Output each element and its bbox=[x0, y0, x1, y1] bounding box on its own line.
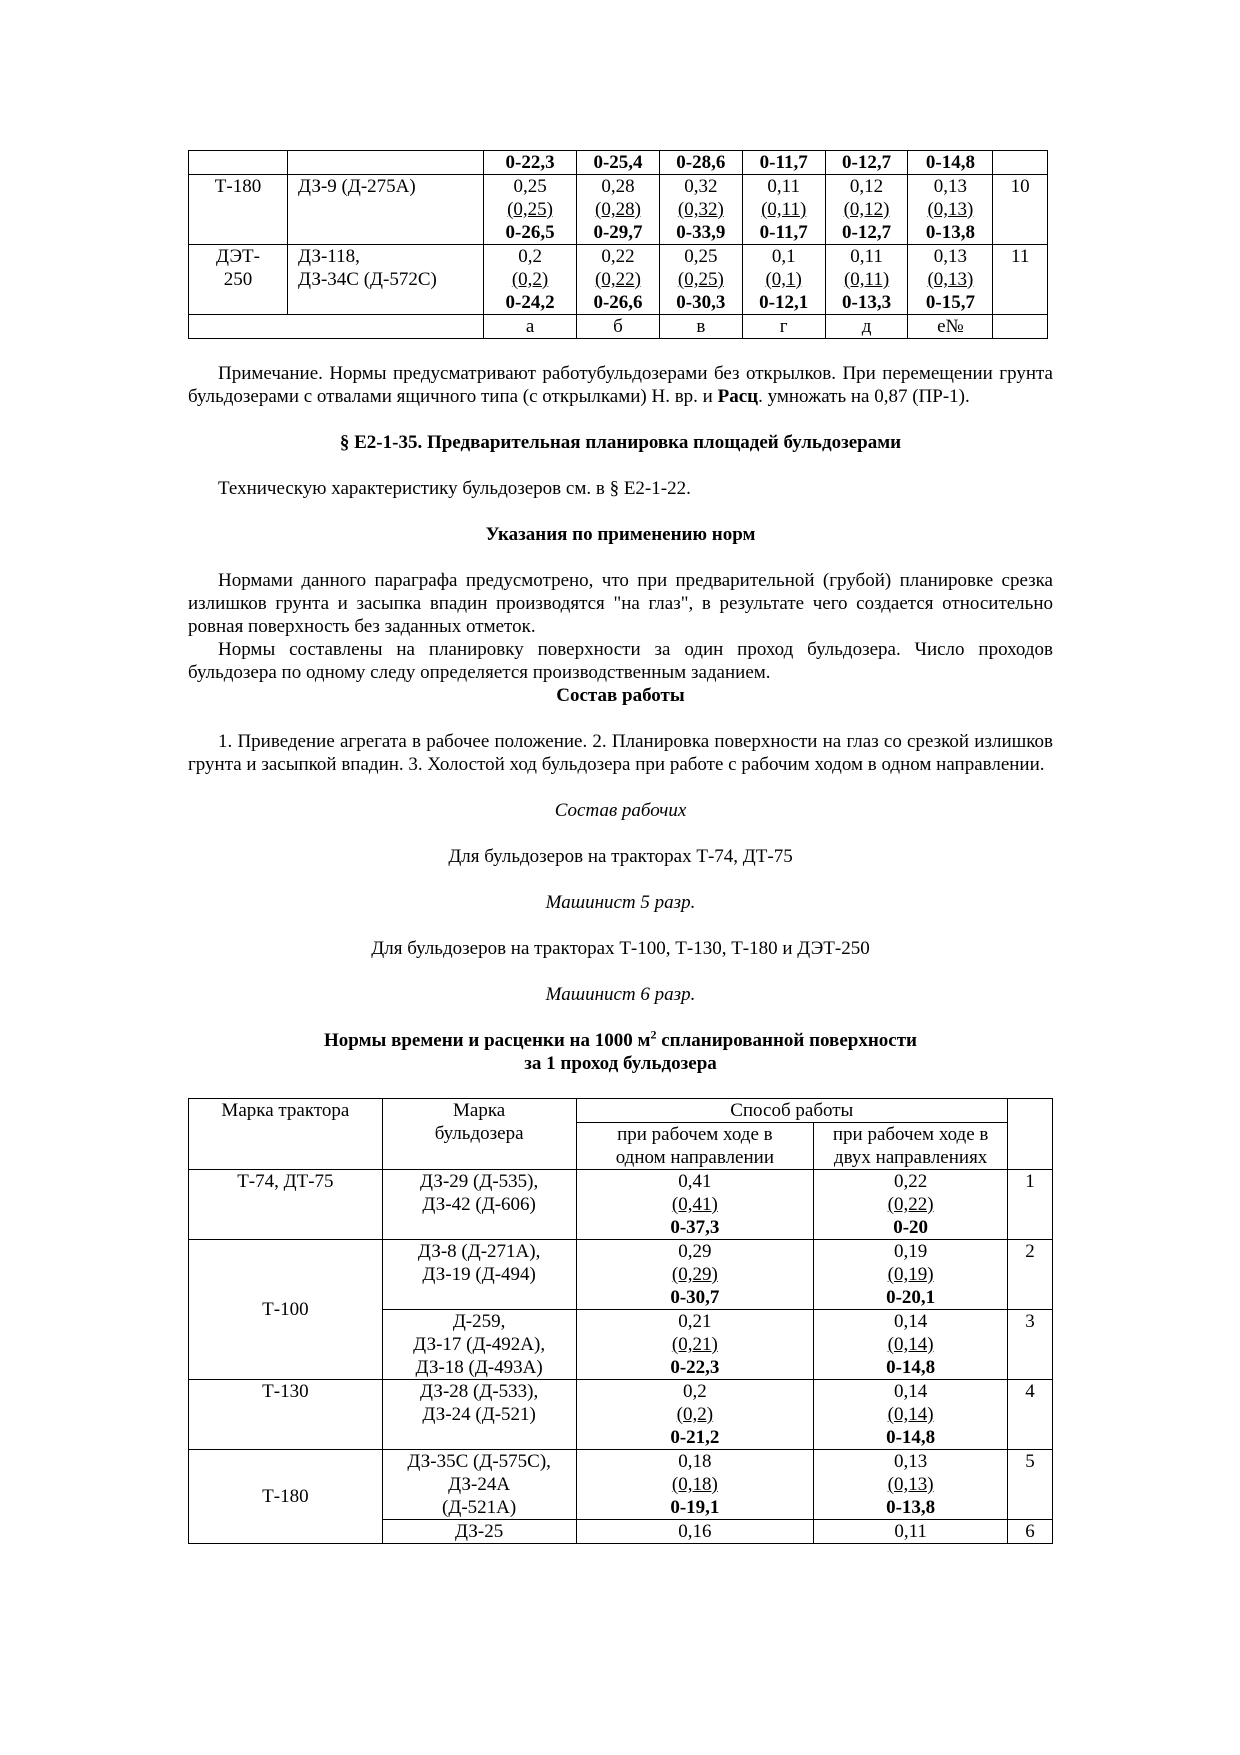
tractor-cell: Т-74, ДТ-75 bbox=[189, 1170, 383, 1240]
crew-role: Машинист 5 разр. bbox=[545, 892, 696, 913]
column-letter: г bbox=[742, 315, 825, 339]
tractor-cell: Т-130 bbox=[189, 1380, 383, 1450]
table-cell: 0-22,3 bbox=[484, 151, 577, 175]
table-cell: 0,14 (0,14) 0-14,8 bbox=[814, 1380, 1008, 1450]
column-letter: б bbox=[577, 315, 660, 339]
table-cell: 0,25 (0,25) 0-26,5 bbox=[484, 175, 577, 245]
document-page bbox=[188, 150, 1053, 1544]
table-cell: 0,2 (0,2) 0-21,2 bbox=[576, 1380, 814, 1450]
table-cell: 0,16 bbox=[576, 1520, 814, 1544]
table-row bbox=[189, 1380, 1053, 1450]
row-number: 10 bbox=[993, 175, 1048, 245]
crew-role: Машинист 6 разр. bbox=[545, 984, 696, 1005]
table-row bbox=[189, 1240, 1053, 1310]
bulldozer-cell: ДЗ-118, ДЗ-34С (Д-572С) bbox=[288, 245, 484, 315]
table-cell: 0,41 (0,41) 0-37,3 bbox=[576, 1170, 814, 1240]
bulldozer-cell: ДЗ-9 (Д-275А) bbox=[288, 175, 484, 245]
table-cell: 0,12 (0,12) 0-12,7 bbox=[825, 175, 908, 245]
row-number: 2 bbox=[1008, 1240, 1053, 1310]
table-cell: 0-12,7 bbox=[825, 151, 908, 175]
bulldozer-cell: ДЗ-25 bbox=[382, 1520, 576, 1544]
table-cell: 0,28 (0,28) 0-29,7 bbox=[577, 175, 660, 245]
table-row bbox=[189, 245, 1048, 315]
column-letter: в bbox=[659, 315, 742, 339]
header-tractor: Марка трактора bbox=[189, 1099, 383, 1170]
table-cell: 0,13 (0,13) 0-15,7 bbox=[908, 245, 993, 315]
bulldozer-cell: Д-259, ДЗ-17 (Д-492А), ДЗ-18 (Д-493А) bbox=[382, 1310, 576, 1380]
work-description: 1. Приведение агрегата в рабочее положение. 2. Планировка поверхности на глаз со срезкой излишков грунта и засыпкой впадин. 3. Холостой ход бульдозера при работе с рабочим ходом в одном направлении. bbox=[188, 731, 1053, 775]
table-cell: 0,11 bbox=[814, 1520, 1008, 1544]
work-title: Состав работы bbox=[556, 685, 685, 706]
norms-table bbox=[188, 1098, 1053, 1544]
workers-title: Состав рабочих bbox=[554, 800, 687, 821]
bulldozer-cell: ДЗ-8 (Д-271А), ДЗ-19 (Д-494) bbox=[382, 1240, 576, 1310]
table-cell: 0,2 (0,2) 0-24,2 bbox=[484, 245, 577, 315]
table-row bbox=[189, 175, 1048, 245]
table-cell: 0,22 (0,22) 0-20 bbox=[814, 1170, 1008, 1240]
table-cell: 0,32 (0,32) 0-33,9 bbox=[659, 175, 742, 245]
bulldozer-cell: ДЗ-29 (Д-535), ДЗ-42 (Д-606) bbox=[382, 1170, 576, 1240]
section-title: § Е2-1-35. Предварительная планировка площадей бульдозерами bbox=[339, 432, 902, 453]
norms-table-title: Нормы времени и расценки на 1000 $м^2$ спланированной поверхности за 1 проход бульдозера bbox=[324, 1027, 917, 1074]
bulldozer-cell: ДЗ-35С (Д-575С), ДЗ-24А (Д-521А) bbox=[382, 1450, 576, 1520]
header-one-direction: при рабочем ходе в одном направлении bbox=[576, 1123, 814, 1170]
table-cell: 0-11,7 bbox=[742, 151, 825, 175]
table-row bbox=[189, 151, 1048, 175]
table-cell: 0,25 (0,25) 0-30,3 bbox=[659, 245, 742, 315]
row-number: 3 bbox=[1008, 1310, 1053, 1380]
column-letter: д bbox=[825, 315, 908, 339]
crew-label: Для бульдозеров на тракторах Т-74, ДТ-75 bbox=[448, 846, 793, 867]
column-letter: а bbox=[484, 315, 577, 339]
table-row bbox=[189, 1170, 1053, 1240]
table-row bbox=[189, 1450, 1053, 1520]
guidelines-paragraph: Нормы составлены на планировку поверхности за один проход бульдозера. Число проходов бульдозера по одному следу определяется производственным заданием. bbox=[188, 639, 1053, 683]
table-footer-row bbox=[189, 315, 1048, 339]
table-cell: 0,19 (0,19) 0-20,1 bbox=[814, 1240, 1008, 1310]
crew-label: Для бульдозеров на тракторах Т-100, Т-130, Т-180 и ДЭТ-250 bbox=[371, 938, 870, 959]
table-cell: 0,11 (0,11) 0-11,7 bbox=[742, 175, 825, 245]
tractor-cell: Т-100 bbox=[189, 1240, 383, 1380]
row-number: 5 bbox=[1008, 1450, 1053, 1520]
table-cell: 0,18 (0,18) 0-19,1 bbox=[576, 1450, 814, 1520]
header-two-directions: при рабочем ходе в двух направлениях bbox=[814, 1123, 1008, 1170]
table-cell: 0,14 (0,14) 0-14,8 bbox=[814, 1310, 1008, 1380]
table-note: Примечание. Нормы предусматривают работубульдозерами без открылков. При перемещении грунта бульдозерами с отвалами ящичного типа (с открылками) Н. вр. и Расц. умножать на 0,87 (ПР-1). bbox=[188, 363, 1053, 407]
column-letter: е№ bbox=[908, 315, 993, 339]
row-number: 6 bbox=[1008, 1520, 1053, 1544]
norms-table-continued bbox=[188, 150, 1048, 339]
row-number: 11 bbox=[993, 245, 1048, 315]
table-cell: 0,21 (0,21) 0-22,3 bbox=[576, 1310, 814, 1380]
table-cell: 0,29 (0,29) 0-30,7 bbox=[576, 1240, 814, 1310]
tech-reference: Техническую характеристику бульдозеров см. в § Е2-1-22. bbox=[218, 478, 691, 499]
table-cell: 0,13 (0,13) 0-13,8 bbox=[814, 1450, 1008, 1520]
tractor-cell: Т-180 bbox=[189, 1450, 383, 1544]
table-cell: 0-14,8 bbox=[908, 151, 993, 175]
row-number: 1 bbox=[1008, 1170, 1053, 1240]
table-cell: 0,1 (0,1) 0-12,1 bbox=[742, 245, 825, 315]
guidelines-paragraph: Нормами данного параграфа предусмотрено, что при предварительной (грубой) планировке срезка излишков грунта и засыпка впадин производятся "на глаз", в результате чего создается относительно ровная поверхность без заданных отметок. bbox=[188, 570, 1053, 637]
row-number: 4 bbox=[1008, 1380, 1053, 1450]
table-cell: 0-28,6 bbox=[659, 151, 742, 175]
header-bulldozer: Марка бульдозера bbox=[382, 1099, 576, 1170]
header-method: Способ работы bbox=[576, 1099, 1008, 1123]
tractor-cell: ДЭТ- 250 bbox=[189, 245, 288, 315]
guidelines-title: Указания по применению норм bbox=[485, 524, 756, 545]
table-cell: 0,22 (0,22) 0-26,6 bbox=[577, 245, 660, 315]
bulldozer-cell: ДЗ-28 (Д-533), ДЗ-24 (Д-521) bbox=[382, 1380, 576, 1450]
table-cell: 0-25,4 bbox=[577, 151, 660, 175]
tractor-cell: Т-180 bbox=[189, 175, 288, 245]
table-header-row bbox=[189, 1099, 1053, 1123]
table-cell: 0,13 (0,13) 0-13,8 bbox=[908, 175, 993, 245]
table-cell: 0,11 (0,11) 0-13,3 bbox=[825, 245, 908, 315]
